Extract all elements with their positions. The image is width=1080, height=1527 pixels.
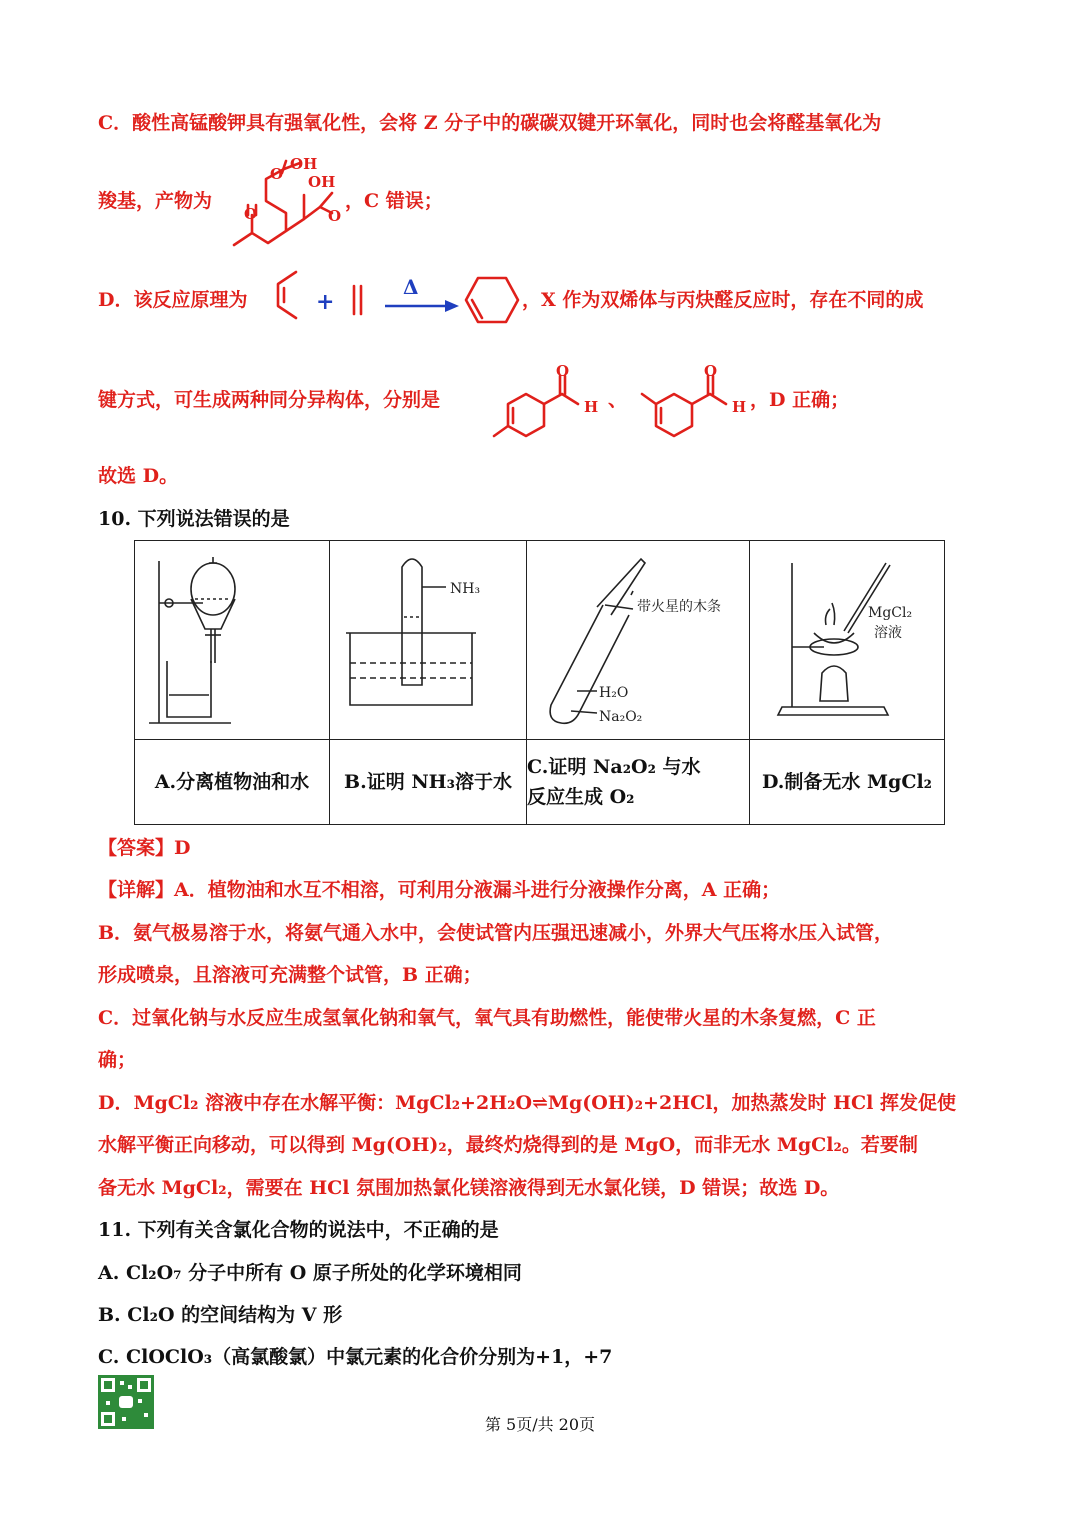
detail-b1: B．氨气极易溶于水，将氨气通入水中，会使试管内压强迅速减小，外界大气压将水压入试管， xyxy=(98,922,894,944)
isomer-1-label-o: O xyxy=(556,362,570,380)
apparatus-d-cell xyxy=(750,541,945,740)
apparatus-b-cell xyxy=(330,541,527,740)
caption-a: A.分离植物油和水 xyxy=(135,740,330,825)
detail-a: A．植物油和水互不相溶，可利用分液漏斗进行分液操作分离，A 正确； xyxy=(174,879,781,901)
product-label-o1: O xyxy=(270,165,284,183)
q10-apparatus-table xyxy=(134,540,945,825)
product-label-oh2: OH xyxy=(308,173,336,191)
caption-b: B.证明 NH₃溶于水 xyxy=(330,740,527,825)
caption-c xyxy=(527,740,750,825)
q10-stem: 10. 下列说法错误的是 xyxy=(98,508,290,530)
answer-d-line2-pre: 键方式，可生成两种同分异构体，分别是 xyxy=(98,389,441,411)
label-solution: 溶液 xyxy=(874,625,902,641)
isomer-2-label-h: H xyxy=(732,398,747,416)
product-label-oh1: OH xyxy=(290,155,318,173)
detail-c2: 确； xyxy=(98,1049,137,1071)
q11-stem: 11. 下列有关含氯化合物的说法中，不正确的是 xyxy=(98,1219,499,1241)
reaction-arrow xyxy=(383,298,463,314)
label-na2o2: Na₂O₂ xyxy=(599,709,643,725)
test-tube-apparatus xyxy=(537,555,747,735)
detail-tag: 【详解】 xyxy=(98,879,175,901)
detail-c1: C．过氧化钠与水反应生成氢氧化钠和氧气，氧气具有助燃性，能使带火星的木条复燃，C 正 xyxy=(98,1007,876,1029)
evaporation-apparatus xyxy=(774,555,944,735)
conclusion-line: 故选 D。 xyxy=(98,465,179,487)
answer-d-line1-post: ，X 作为双烯体与丙炔醛反应时，存在不同的成 xyxy=(522,289,924,311)
answer-tag: 【答案】D xyxy=(98,837,191,859)
caption-d: D.制备无水 MgCl₂ xyxy=(750,740,945,825)
answer-c-line1: C．酸性高锰酸钾具有强氧化性，会将 Z 分子中的碳碳双键开环氧化，同时也会将醛基氧化为 xyxy=(98,112,882,134)
answer-c-line2-post: ，C 错误； xyxy=(345,190,443,212)
delta-label: Δ xyxy=(403,275,419,299)
isomer-2-structure xyxy=(632,364,752,446)
isomer-1-label-h: H xyxy=(584,398,599,416)
oxidation-product-structure xyxy=(228,155,358,255)
detail-d2: 水解平衡正向移动，可以得到 Mg(OH)₂，最终灼烧得到的是 MgO，而非无水 MgCl₂。若要制 xyxy=(98,1134,918,1156)
page-footer: 第 5页/共 20页 xyxy=(484,1415,596,1434)
answer-d-line1-pre: D．该反应原理为 xyxy=(98,289,248,311)
q11-option-a: A. Cl₂O₇ 分子中所有 O 原子所处的化学环境相同 xyxy=(98,1262,522,1284)
isomer-separator: 、 xyxy=(608,389,628,411)
label-nh3: NH₃ xyxy=(450,581,481,597)
alkene-structure xyxy=(350,282,366,318)
q11-option-c: C. ClOClO₃（高氯酸氯）中氯元素的化合价分别为+1，+7 xyxy=(98,1346,613,1368)
detail-d3: 备无水 MgCl₂，需要在 HCl 氛围加热氯化镁溶液得到无水氯化镁，D 错误；故选 D。 xyxy=(98,1177,840,1199)
detail-b2: 形成喷泉，且溶液可充满整个试管，B 正确； xyxy=(98,964,482,986)
isomer-1-structure xyxy=(492,364,602,446)
cyclohexene-structure xyxy=(464,274,522,328)
caption-c-line1: C.证明 Na₂O₂ 与水 xyxy=(527,755,701,778)
apparatus-c-cell xyxy=(527,541,750,740)
separatory-funnel-apparatus xyxy=(145,553,325,733)
answer-d-line2-post: ，D 正确； xyxy=(750,389,850,411)
ammonia-tube-apparatus xyxy=(346,553,526,733)
answer-c-line2-pre: 羧基，产物为 xyxy=(98,190,213,212)
apparatus-a-cell xyxy=(135,541,330,740)
diene-structure xyxy=(270,268,300,324)
label-h2o: H₂O xyxy=(599,685,629,701)
caption-c-line2: 反应生成 O₂ xyxy=(527,786,635,808)
detail-a-line xyxy=(98,881,780,900)
isomer-2-label-o: O xyxy=(704,362,718,380)
product-label-o3: O xyxy=(244,205,258,223)
q11-option-b: B. Cl₂O 的空间结构为 V 形 xyxy=(98,1304,343,1326)
product-label-o2: O xyxy=(328,207,342,225)
plus-sign: + xyxy=(316,289,335,315)
detail-d1: D．MgCl₂ 溶液中存在水解平衡：MgCl₂+2H₂O⇌Mg(OH)₂+2HCl，加热蒸发时 HCl 挥发促使 xyxy=(98,1092,957,1114)
label-mgcl2: MgCl₂ xyxy=(868,605,913,621)
label-glowing-stick: 带火星的木条 xyxy=(637,599,721,615)
